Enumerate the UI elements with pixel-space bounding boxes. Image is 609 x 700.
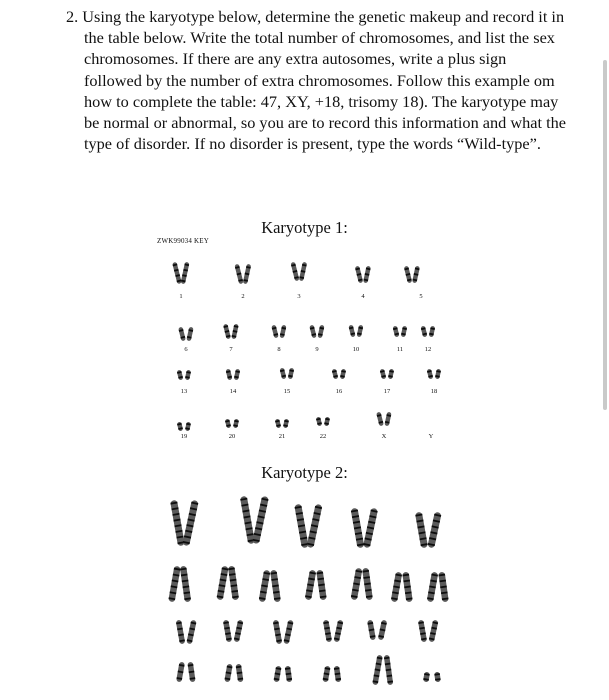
k2-chromosome-pair-12-b [438,572,449,603]
question-number: 2. [66,7,79,26]
k1-label-5: 5 [419,293,423,300]
k2-chromosome-pair-17-a [367,620,376,641]
k2-chromosome-pair-13-b [186,620,196,645]
k2-chromosome-pair-10-b [362,568,373,601]
k1-label-20: 20 [228,433,236,440]
k2-chromosome-pair-23-a [372,655,383,685]
k2-chromosome-pair-18-a [418,620,427,643]
k2-chromosome-pair-7-a [216,566,228,601]
k2-chromosome-pair-3-a [294,504,309,549]
question-body: Using the karyotype below, determine the genetic makeup and record it in the table below. Write the total number of chromosomes, and list the sex chromosomes. If there are any extra autosomes, write a plus sign followed by the number of extra chromosomes. Follow this example om how to complete the table: 47, XY, +18, trisomy 18). The karyotype may be normal or abnormal, so you are to record this information and what the type of disorder. If no disorder is present, type the words “Wild-type”. [82,7,566,154]
k1-label-2: 2 [241,293,245,300]
k2-chromosome-pair-4-a [351,508,365,549]
k1-label-8: 8 [277,346,281,353]
k2-chromosome-pair-19-a [176,662,185,683]
k2-chromosome-pair-21-b [285,666,293,683]
k2-chromosome-pair-15-a [273,620,283,645]
k2-chromosome-pair-20-b [236,664,244,683]
k1-label-11: 11 [396,346,404,353]
k2-chromosome-pair-6-b [180,566,191,603]
k2-chromosome-pair-14-a [223,620,232,643]
karyotype-key-label: ZWK99034 KEY [157,237,209,245]
k2-chromosome-pair-4-b [363,508,378,549]
k2-chromosome-pair-8-b [270,570,281,603]
k2-chromosome-pair-22-b [334,666,342,683]
k2-chromosome-pair-2-a [240,496,255,544]
k2-chromosome-pair-1-b [182,500,198,546]
k2-chromosome-pair-17-b [378,620,388,641]
k1-label-14: 14 [229,388,237,395]
k1-label-19: 19 [180,433,188,440]
k2-chromosome-pair-9-a [305,570,317,601]
k1-label-7: 7 [229,346,233,353]
k1-label-22: 22 [319,433,327,440]
k1-label-X: X [381,433,387,440]
k2-chromosome-pair-16-b [334,620,344,643]
scrollbar[interactable] [603,60,607,410]
k1-label-13: 13 [180,388,188,395]
k2-chromosome-pair-11-b [402,572,413,603]
k1-label-10: 10 [352,346,360,353]
k2-chromosome-pair-10-a [351,568,363,601]
k2-chromosome-pair-7-b [228,566,239,601]
k2-chromosome-pair-5-b [427,512,441,549]
k2-chromosome-pair-6-a [168,566,181,603]
k1-label-15: 15 [283,388,291,395]
k2-chromosome-pair-15-b [283,620,293,645]
k2-chromosome-pair-1-a [170,500,185,547]
k2-chromosome-pair-3-b [307,504,323,548]
k2-chromosome-pair-12-a [427,572,439,603]
k2-chromosome-pair-16-a [323,620,332,643]
karyotype-2-title: Karyotype 2: [261,463,348,482]
k1-label-18: 18 [430,388,438,395]
k2-chromosome-pair-20-a [224,664,233,683]
k1-label-4: 4 [361,293,365,300]
k2-chromosome-pair-13-a [176,620,186,645]
k1-label-Y: Y [428,433,434,440]
k1-label-21: 21 [278,433,286,440]
karyotype-1-title: Karyotype 1: [261,218,348,237]
k2-chromosome-pair-19-b [187,662,195,683]
k1-label-12: 12 [424,346,432,353]
k2-chromosome-pair-2-b [252,496,269,544]
k1-label-3: 3 [297,293,301,300]
k2-chromosome-pair-24-a [423,672,430,683]
k1-label-9: 9 [315,346,319,353]
k2-chromosome-pair-21-a [273,666,281,683]
k2-chromosome-pair-8-a [259,570,271,603]
k1-label-17: 17 [383,388,391,395]
k2-chromosome-pair-24-b [434,672,441,683]
k1-label-6: 6 [184,346,188,353]
k1-label-1: 1 [179,293,183,300]
k2-chromosome-pair-22-a [322,666,330,683]
k2-chromosome-pair-9-b [316,570,327,601]
k2-chromosome-pair-5-a [415,512,428,549]
k2-chromosome-pair-18-b [429,620,439,643]
k2-chromosome-pair-11-a [391,572,403,603]
k2-chromosome-pair-14-b [234,620,244,643]
k1-label-16: 16 [335,388,343,395]
k2-chromosome-pair-23-b [384,655,394,685]
